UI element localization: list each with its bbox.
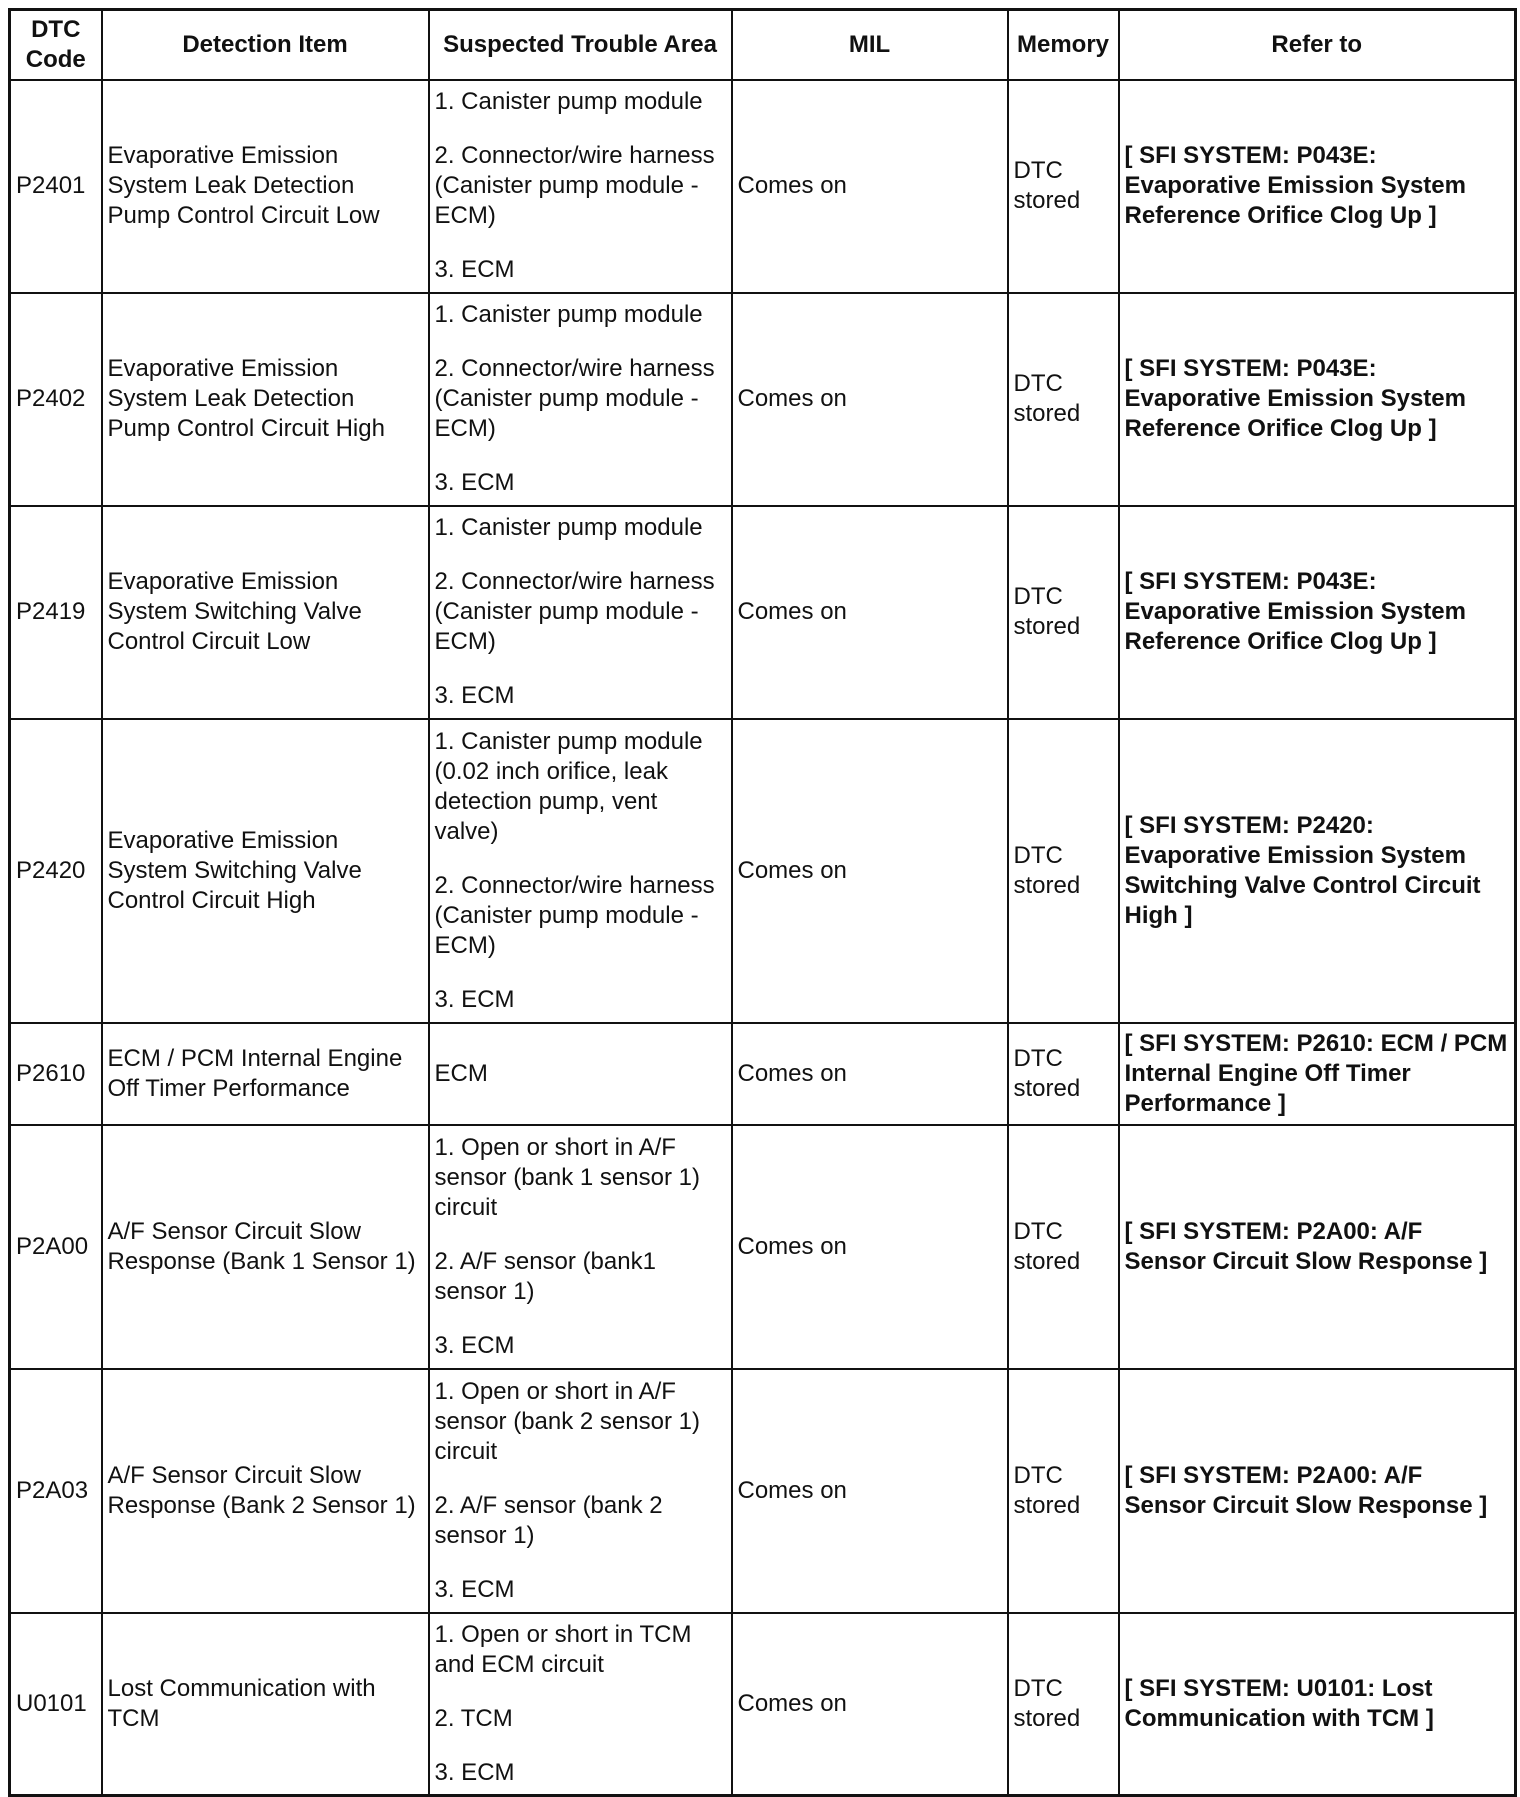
mil-cell: Comes on — [732, 293, 1008, 506]
table-row — [10, 719, 1516, 1023]
detection-item-cell: A/F Sensor Circuit Slow Response (Bank 1 Sensor 1) — [102, 1125, 429, 1369]
detection-item-cell: ECM / PCM Internal Engine Off Timer Performance — [102, 1023, 429, 1125]
dtc-code-cell: P2A03 — [10, 1369, 102, 1613]
trouble-area-entry: 2. Connector/wire harness (Canister pump module - ECM) — [434, 568, 715, 655]
suspected-trouble-area-cell — [429, 1125, 732, 1369]
header-detection-item: Detection Item — [102, 10, 429, 80]
memory-cell: DTC stored — [1008, 1369, 1119, 1613]
table-row — [10, 1613, 1516, 1796]
memory-cell: DTC stored — [1008, 293, 1119, 506]
trouble-area-entry: 2. A/F sensor (bank 2 sensor 1) — [434, 1491, 663, 1549]
trouble-area-entry: 3. ECM — [434, 469, 515, 496]
dtc-table-container — [8, 8, 1514, 1794]
detection-item-cell: Evaporative Emission System Leak Detection Pump Control Circuit Low — [102, 80, 429, 293]
mil-cell: Comes on — [732, 1023, 1008, 1125]
refer-to-link[interactable]: [ SFI SYSTEM: P043E: Evaporative Emission System Reference Orifice Clog Up ] — [1119, 506, 1516, 719]
mil-cell: Comes on — [732, 506, 1008, 719]
dtc-table — [8, 8, 1517, 1797]
mil-cell: Comes on — [732, 1613, 1008, 1796]
dtc-code-cell: P2402 — [10, 293, 102, 506]
dtc-code-cell: P2401 — [10, 80, 102, 293]
refer-to-link[interactable]: [ SFI SYSTEM: P2420: Evaporative Emission System Switching Valve Control Circuit High ] — [1119, 719, 1516, 1023]
mil-cell: Comes on — [732, 1369, 1008, 1613]
memory-cell: DTC stored — [1008, 1125, 1119, 1369]
detection-item-cell: Evaporative Emission System Leak Detection Pump Control Circuit High — [102, 293, 429, 506]
refer-to-link[interactable]: [ SFI SYSTEM: P2610: ECM / PCM Internal Engine Off Timer Performance ] — [1119, 1023, 1516, 1125]
suspected-trouble-area-cell — [429, 80, 732, 293]
trouble-area-entry: ECM — [434, 1059, 488, 1087]
refer-to-link[interactable]: [ SFI SYSTEM: P2A00: A/F Sensor Circuit Slow Response ] — [1119, 1125, 1516, 1369]
trouble-area-entry: 1. Open or short in A/F sensor (bank 1 sensor 1) circuit — [434, 1133, 700, 1221]
trouble-area-entry: 2. Connector/wire harness (Canister pump module - ECM) — [434, 142, 715, 229]
suspected-trouble-area-cell — [429, 506, 732, 719]
trouble-area-entry: 3. ECM — [434, 682, 515, 709]
suspected-trouble-area-cell — [429, 1023, 732, 1125]
header-refer-to: Refer to — [1119, 10, 1516, 80]
memory-cell: DTC stored — [1008, 719, 1119, 1023]
refer-to-link[interactable]: [ SFI SYSTEM: P043E: Evaporative Emission System Reference Orifice Clog Up ] — [1119, 80, 1516, 293]
refer-to-link[interactable]: [ SFI SYSTEM: U0101: Lost Communication with TCM ] — [1119, 1613, 1516, 1796]
memory-cell: DTC stored — [1008, 1023, 1119, 1125]
header-dtc-code: DTC Code — [10, 10, 102, 80]
header-mil: MIL — [732, 10, 1008, 80]
dtc-code-cell: U0101 — [10, 1613, 102, 1796]
table-row — [10, 1125, 1516, 1369]
trouble-area-entry: 3. ECM — [434, 985, 515, 1013]
refer-to-link[interactable]: [ SFI SYSTEM: P2A00: A/F Sensor Circuit Slow Response ] — [1119, 1369, 1516, 1613]
dtc-code-cell: P2419 — [10, 506, 102, 719]
suspected-trouble-area-cell — [429, 1613, 732, 1796]
memory-cell: DTC stored — [1008, 1613, 1119, 1796]
detection-item-cell: Evaporative Emission System Switching Valve Control Circuit High — [102, 719, 429, 1023]
detection-item-cell: Lost Communication with TCM — [102, 1613, 429, 1796]
trouble-area-entry: 1. Canister pump module (0.02 inch orifice, leak detection pump, vent valve) — [434, 727, 703, 845]
trouble-area-entry: 1. Canister pump module — [434, 301, 703, 328]
header-suspected-trouble-area: Suspected Trouble Area — [429, 10, 732, 80]
mil-cell: Comes on — [732, 719, 1008, 1023]
trouble-area-entry: 3. ECM — [434, 1758, 515, 1786]
dtc-code-cell: P2420 — [10, 719, 102, 1023]
trouble-area-entry: 1. Open or short in A/F sensor (bank 2 sensor 1) circuit — [434, 1377, 700, 1465]
header-row — [10, 10, 1516, 80]
memory-cell: DTC stored — [1008, 506, 1119, 719]
trouble-area-entry: 3. ECM — [434, 1331, 515, 1359]
trouble-area-entry: 2. Connector/wire harness (Canister pump module - ECM) — [434, 355, 715, 442]
memory-cell: DTC stored — [1008, 80, 1119, 293]
table-row — [10, 80, 1516, 293]
trouble-area-entry: 1. Open or short in TCM and ECM circuit — [434, 1620, 692, 1678]
table-row — [10, 1369, 1516, 1613]
trouble-area-entry: 1. Canister pump module — [434, 88, 703, 115]
trouble-area-entry: 1. Canister pump module — [434, 514, 703, 541]
trouble-area-entry: 3. ECM — [434, 256, 515, 283]
header-memory: Memory — [1008, 10, 1119, 80]
dtc-code-cell: P2610 — [10, 1023, 102, 1125]
trouble-area-entry: 3. ECM — [434, 1575, 515, 1603]
trouble-area-entry: 2. A/F sensor (bank1 sensor 1) — [434, 1247, 656, 1305]
table-row — [10, 1023, 1516, 1125]
dtc-code-cell: P2A00 — [10, 1125, 102, 1369]
trouble-area-entry: 2. TCM — [434, 1704, 513, 1732]
detection-item-cell: Evaporative Emission System Switching Valve Control Circuit Low — [102, 506, 429, 719]
mil-cell: Comes on — [732, 80, 1008, 293]
detection-item-cell: A/F Sensor Circuit Slow Response (Bank 2 Sensor 1) — [102, 1369, 429, 1613]
trouble-area-entry: 2. Connector/wire harness (Canister pump module - ECM) — [434, 871, 715, 959]
suspected-trouble-area-cell — [429, 293, 732, 506]
suspected-trouble-area-cell — [429, 719, 732, 1023]
table-row — [10, 293, 1516, 506]
mil-cell: Comes on — [732, 1125, 1008, 1369]
refer-to-link[interactable]: [ SFI SYSTEM: P043E: Evaporative Emission System Reference Orifice Clog Up ] — [1119, 293, 1516, 506]
suspected-trouble-area-cell — [429, 1369, 732, 1613]
table-row — [10, 506, 1516, 719]
